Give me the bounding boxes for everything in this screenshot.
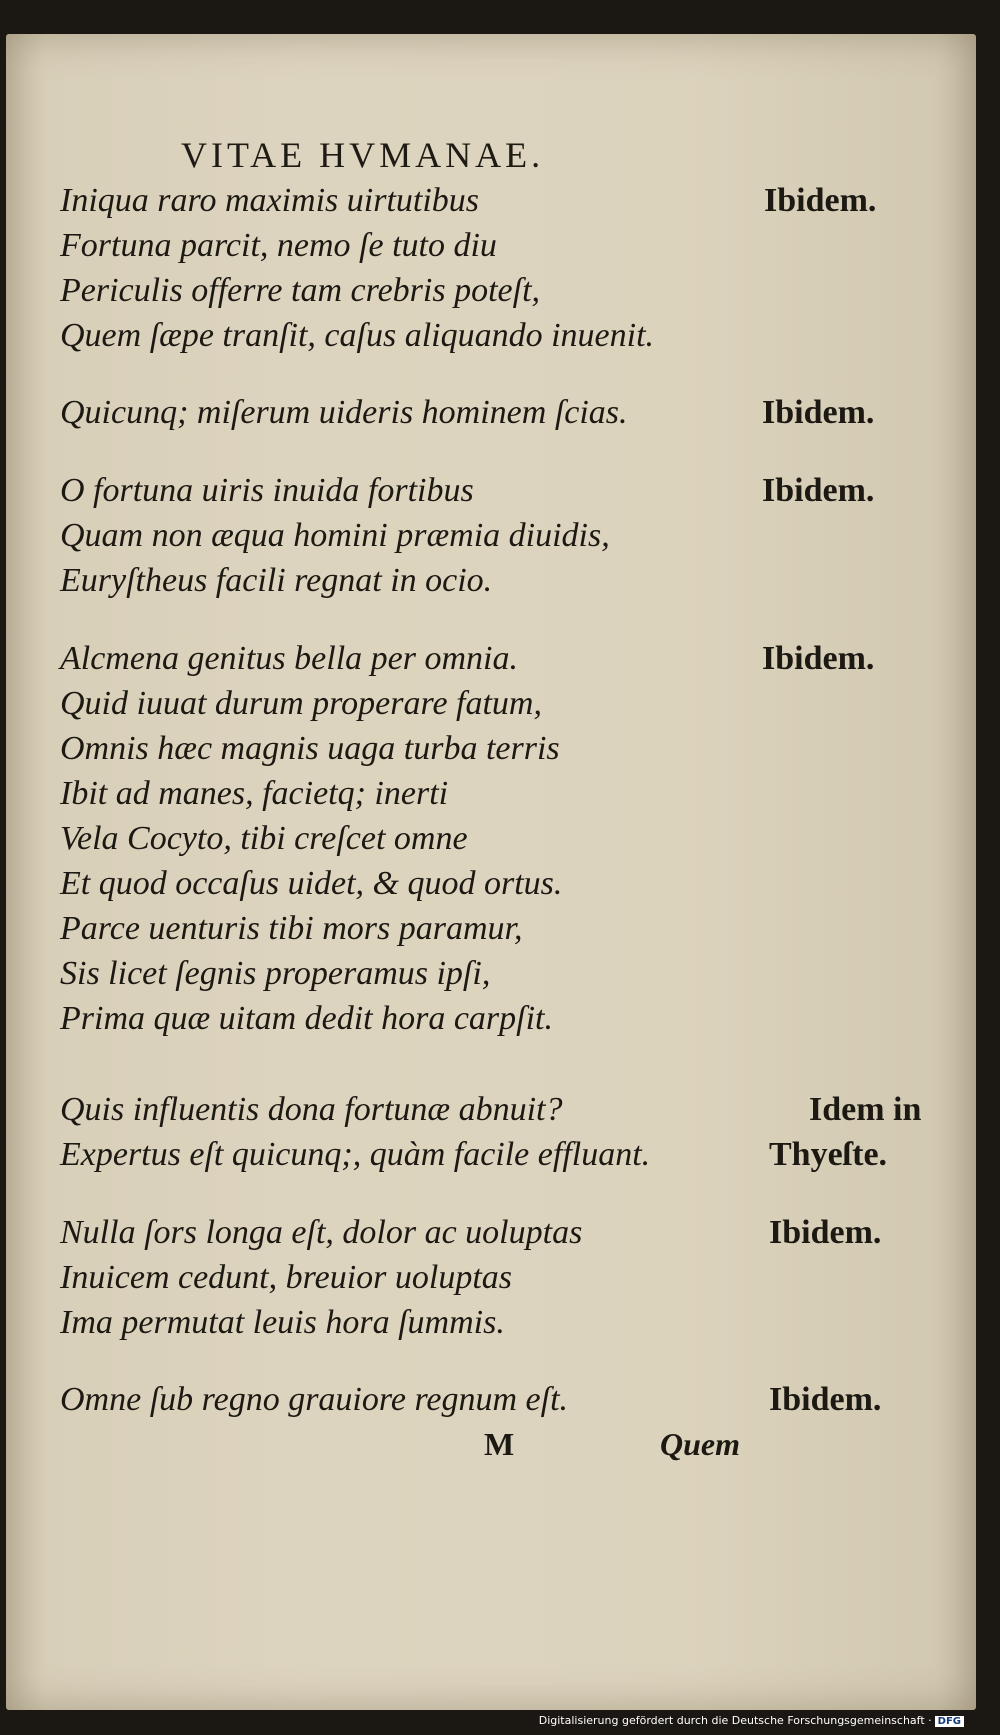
verse-line: Periculis offerre tam crebris poteſt, [60,272,541,309]
verse-line: Quam non æqua homini præmia diuidis, [60,517,610,554]
verse-line: Euryſtheus facili regnat in ocio. [60,562,493,599]
signature-mark: M [484,1426,515,1462]
margin-note: Ibidem. [762,640,875,677]
verse-line: Quem ſæpe tranſit, caſus aliquando inuenit. [60,317,655,354]
verse-line: Ibit ad manes, facietq; inerti [60,775,449,812]
verse-line: Prima quæ uitam dedit hora carpſit. [60,1000,553,1037]
margin-note: Ibidem. [769,1381,882,1418]
verse-line: Vela Cocyto, tibi creſcet omne [60,820,468,857]
margin-note: Ibidem. [762,394,875,431]
verse-line: Quid iuuat durum properare fatum, [60,685,542,722]
verse-line: Et quod occaſus uidet, & quod ortus. [60,865,563,902]
verse-line: Alcmena genitus bella per omnia. [60,640,518,677]
verse-line: Inuicem cedunt, breuior uoluptas [60,1259,512,1296]
verse-line: Sis licet ſegnis properamus ipſi, [60,955,491,992]
verse-line: Parce uenturis tibi mors paramur, [60,910,523,947]
catchword: Quem [660,1426,740,1462]
verse-line: Quis influentis dona fortunæ abnuit? [60,1091,563,1128]
running-head: VITAE HVMANAE. [181,135,545,175]
book-page [6,34,976,1710]
verse-line: Nulla ſors longa eſt, dolor ac uoluptas [60,1214,583,1251]
margin-note: Thyeſte. [769,1136,888,1173]
digitization-credit [539,1714,964,1727]
verse-line: Omnis hæc magnis uaga turba terris [60,730,560,767]
verse-line: Ima permutat leuis hora ſummis. [60,1304,505,1341]
margin-note: Idem in [809,1091,922,1128]
verse-line: Iniqua raro maximis uirtutibus [60,182,480,219]
verse-line: Omne ſub regno grauiore regnum eſt. [60,1381,569,1418]
margin-note: Ibidem. [769,1214,882,1251]
margin-note: Ibidem. [764,182,877,219]
verse-line: Quicunq; miſerum uideris hominem ſcias. [60,394,628,431]
verse-line: Fortuna parcit, nemo ſe tuto diu [60,227,497,264]
credit-text: Digitalisierung gefördert durch die Deutsche Forschungsgemeinschaft · [538,1714,932,1727]
dfg-logo: DFG [935,1716,964,1727]
margin-note: Ibidem. [762,472,875,509]
verse-line: Expertus eſt quicunq;, quàm facile effluant. [60,1136,651,1173]
verse-line: O fortuna uiris inuida fortibus [60,472,474,509]
